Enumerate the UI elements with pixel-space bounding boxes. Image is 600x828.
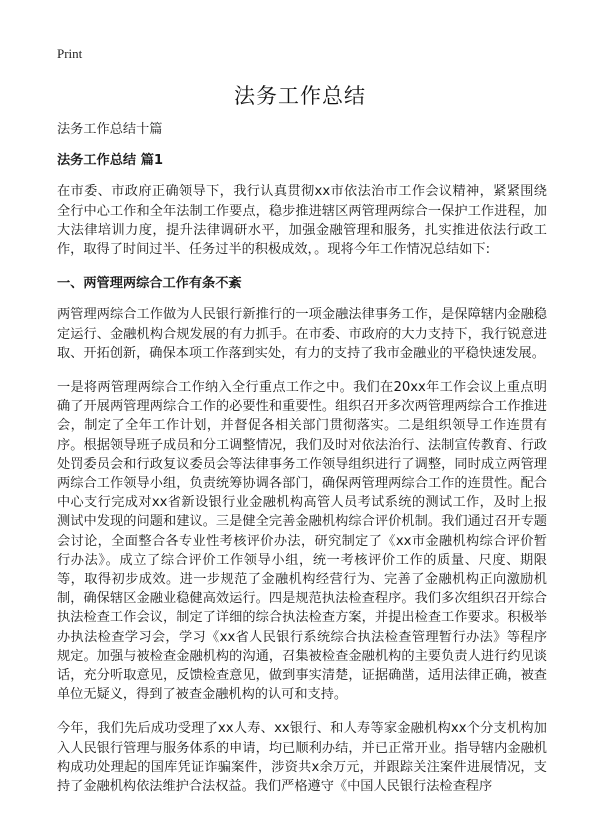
- document-subtitle: 法务工作总结十篇: [57, 122, 163, 137]
- document-body: [57, 120, 547, 811]
- section-heading: 一、两管理两综合工作有条不紊: [57, 276, 242, 292]
- body-paragraph-2: 一是将两管理两综合工作纳入全行重点工作之中。我们在20xx年工作会议上重点明确了开展两管理两综合工作的必要性和重要性。组织召开多次两管理两综合工作推进会，制定了全年工作计划，并督促各相关部门贯彻落实。二是组织领导工作连贯有序。根据领导班子成员和分工调整情况，我们及时对依法治行、法制宣传教育、行政处罚委员会和行政复议委员会等法律事务工作领导组织进行了调整，同时成立两管理两综合工作领导小组，负责统筹协调各部门，确保两管理两综合工作的连贯性。配合中心支行完成对xx省新设银行业金融机构高管人员考试系统的测试工作，及时上报测试中发现的问题和建议。三是健全完善金融机构综合评价机制。我们通过召开专题会讨论，全面整合各专业性考核评价办法，研究制定了《xx市金融机构综合评价暂行办法》。成立了综合评价工作领导小组，统一考核评价工作的质量、尺度、期限等，取得初步成效。进一步规范了金融机构经营行为、完善了金融机构正向激励机制，确保辖区金融业稳健高效运行。四是规范执法检查程序。我们多次组织召开综合执法检查工作会议，制定了详细的综合执法检查方案，并提出检查工作要求。积极举办执法检查学习会，学习《xx省人民银行系统综合执法检查管理暂行办法》等程序规定。加强与被检查金融机构的沟通，召集被检查金融机构的主要负责人进行约见谈话，充分听取意见，反馈检查意见，做到事实清楚，证据确凿，适用法律正确，被查单位无疑义，得到了被查金融机构的认可和支持。: [57, 380, 547, 703]
- intro-paragraph: 在市委、市政府正确领导下，我行认真贯彻xx市依法治市工作会议精神，紧紧围绕全行中心工作和全年法制工作要点，稳步推进辖区两管理两综合一保护工作进程，加大法律培训力度，提升法律调研水平，加强金融管理和服务，扎实推进依法行政工作，取得了时间过半、任务过半的积极成效，。现将今年工作情况总结如下:: [57, 184, 547, 258]
- body-paragraph-3: 今年，我们先后成功受理了xx人寿、xx银行、和人寿等家金融机构xx个分支机构加入人民银行管理与服务体系的申请，均已顺利办结，并已正常开业。指导辖内金融机构成功处理起的国库凭证诈骗案件，涉资共x余万元，并跟踪关注案件进展情况，支持了金融机构依法维护合法权益。我们严格遵守《中国人民银行法检查程序: [57, 721, 547, 795]
- print-link[interactable]: Print: [57, 46, 83, 61]
- document-title: 法务工作总结: [234, 84, 366, 108]
- chapter-heading: 法务工作总结 篇1: [57, 153, 164, 169]
- body-paragraph-1: 两管理两综合工作做为人民银行新推行的一项金融法律事务工作，是保障辖内金融稳定运行、金融机构合规发展的有力抓手。在市委、市政府的大力支持下，我行锐意进取、开拓创新，确保本项工作落到实处，有力的支持了我市金融业的平稳快速发展。: [57, 307, 547, 361]
